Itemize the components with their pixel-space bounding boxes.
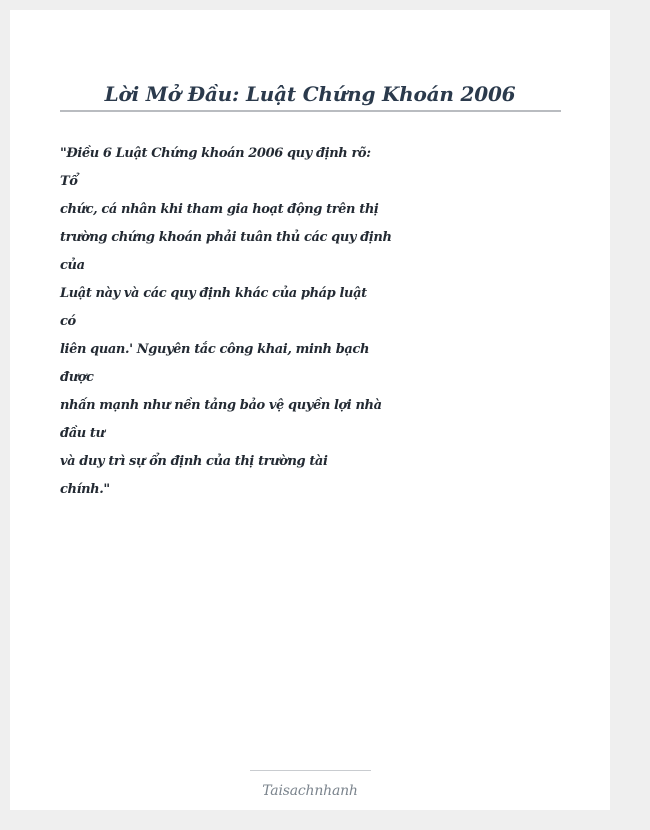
body-line: chính." — [60, 482, 110, 497]
body-line: có — [60, 314, 76, 329]
title-divider — [60, 110, 561, 112]
body-line: và duy trì sự ổn định của thị trường tài — [60, 454, 328, 469]
footer-divider — [250, 770, 371, 771]
footer-brand: Taisachnhanh — [262, 783, 358, 799]
body-line: đầu tư — [60, 426, 105, 441]
body-line: Luật này và các quy định khác của pháp luật — [60, 286, 367, 301]
document-title: Lời Mở Đầu: Luật Chứng Khoán 2006 — [104, 82, 516, 106]
body-line: Tổ — [60, 174, 78, 189]
body-text — [60, 140, 392, 504]
body-line: của — [60, 258, 85, 273]
body-line: chức, cá nhân khi tham gia hoạt động trên thị — [60, 202, 379, 217]
body-line: trường chứng khoán phải tuân thủ các quy định — [60, 230, 392, 245]
body-line: nhấn mạnh như nền tảng bảo vệ quyền lợi nhà — [60, 398, 382, 413]
document-page — [10, 10, 610, 810]
body-line: "Điều 6 Luật Chứng khoán 2006 quy định rõ: — [60, 146, 371, 161]
body-line: được — [60, 370, 94, 385]
body-line: liên quan.' Nguyên tắc công khai, minh bạch — [60, 342, 369, 357]
